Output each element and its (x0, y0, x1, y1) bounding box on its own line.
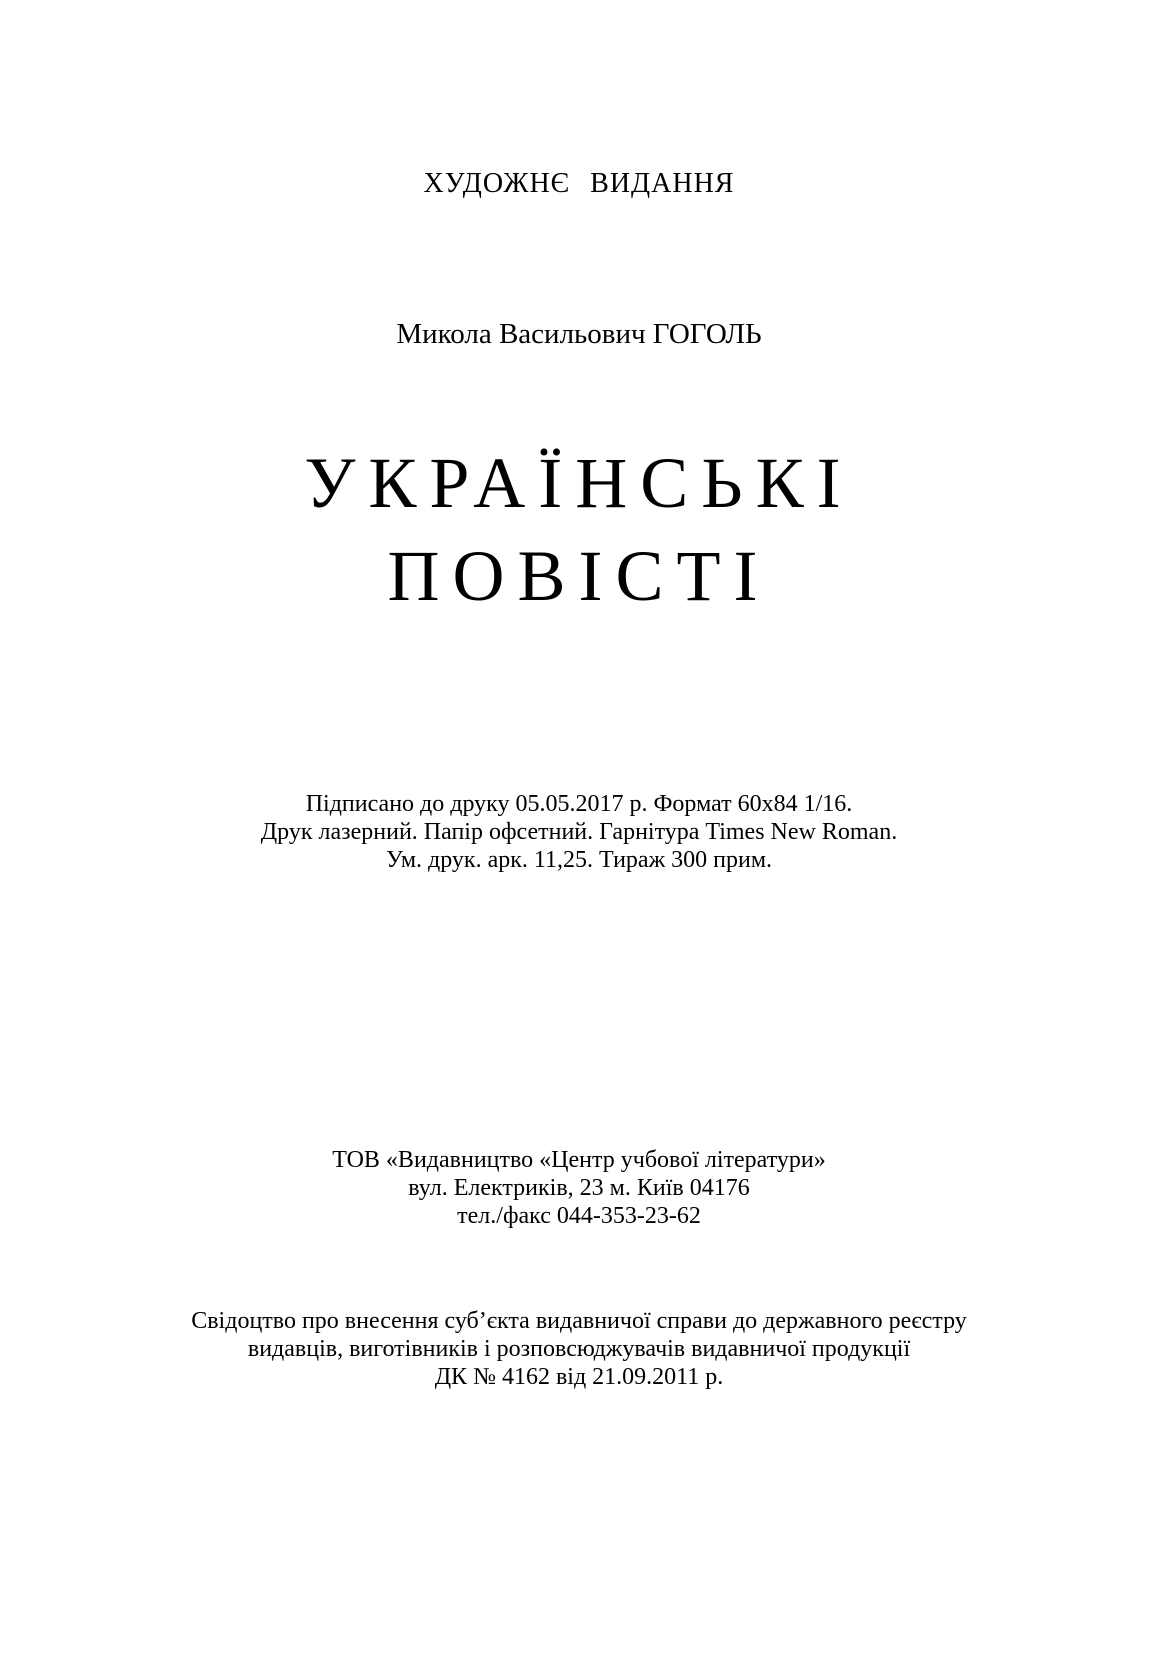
certificate-text-line-1: Свідоцтво про внесення суб’єкта видавничої справи до державного реєстру (191, 1308, 967, 1334)
publisher-details (0, 1146, 1158, 1230)
certificate-number-line: ДК № 4162 від 21.09.2011 р. (434, 1364, 724, 1390)
print-method-typeface-line: Друк лазерний. Папір офсетний. Гарнітура Times New Roman. (260, 819, 898, 845)
publishing-certificate (0, 1307, 1158, 1391)
print-date-format-line: Підписано до друку 05.05.2017 р. Формат 60х84 1/16. (305, 791, 853, 817)
book-title-line-1: УКРАЇНСЬКІ (304, 443, 854, 523)
certificate-text-line-2: видавців, виготівників і розповсюджувачів видавничої продукції (247, 1336, 911, 1362)
publisher-address-line: вул. Електриків, 23 м. Київ 04176 (408, 1175, 750, 1201)
publisher-phone-line: тел./факс 044-353-23-62 (457, 1203, 701, 1229)
print-run-details (0, 790, 1158, 874)
book-title-line-2: ПОВІСТІ (387, 536, 771, 616)
author-name: Микола Васильович ГОГОЛЬ (396, 318, 762, 350)
publisher-name-line: ТОВ «Видавництво «Центр учбової літератури» (332, 1147, 826, 1173)
print-sheets-circulation-line: Ум. друк. арк. 11,25. Тираж 300 прим. (385, 847, 773, 873)
edition-type-heading: ХУДОЖНЄ ВИДАННЯ (423, 168, 735, 199)
